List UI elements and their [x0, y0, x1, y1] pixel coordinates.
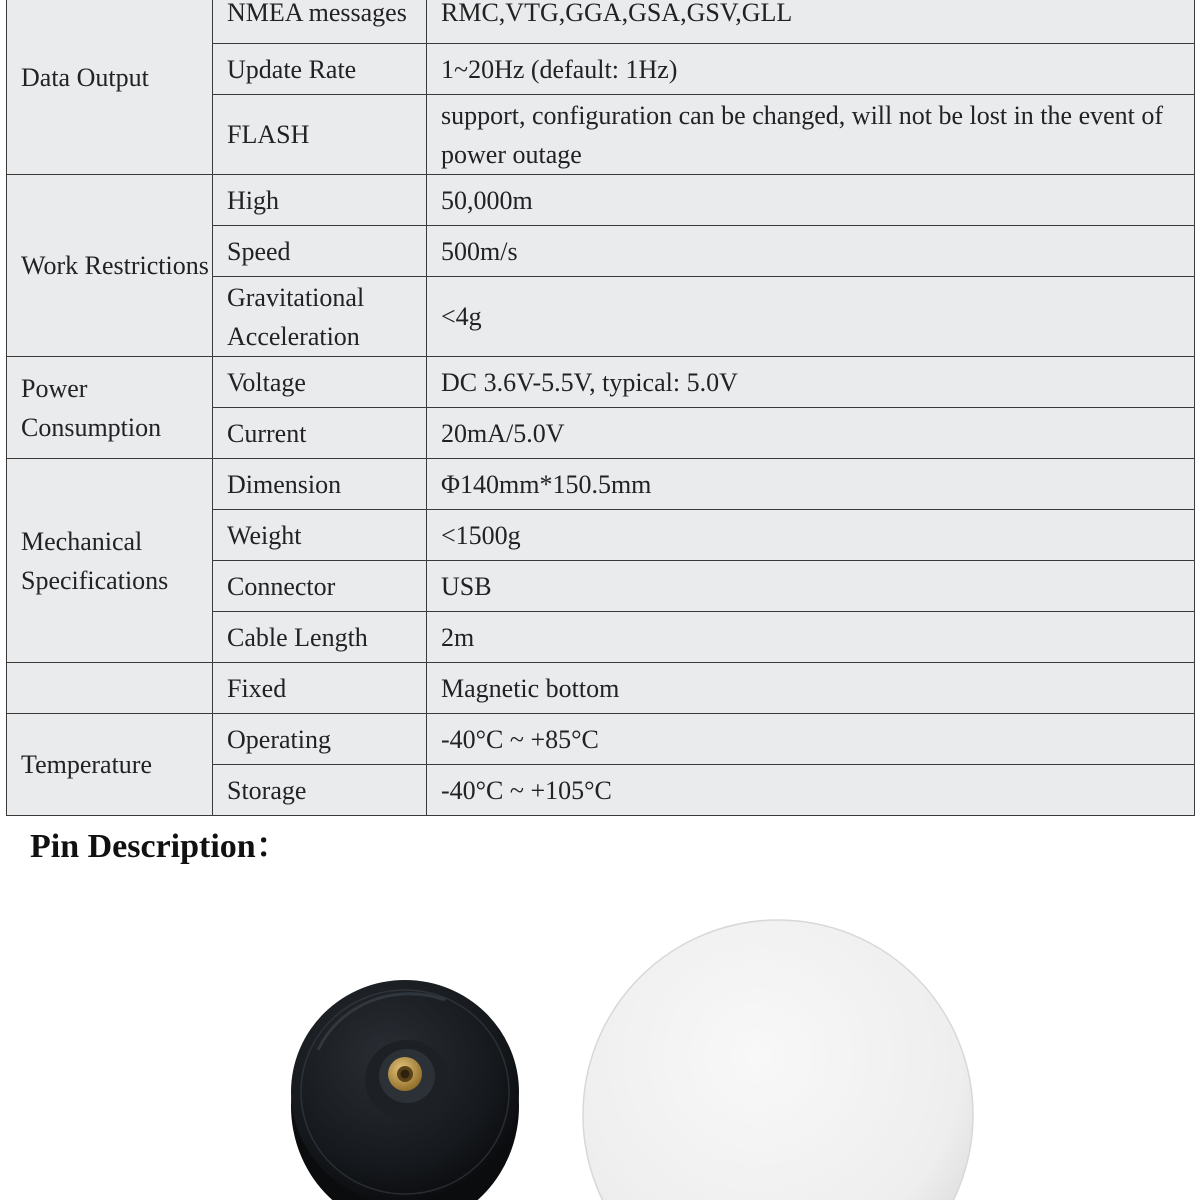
- spec-value-cell: support, configuration can be changed, will not be lost in the event of power outage: [427, 95, 1195, 175]
- spec-group-cell: [7, 663, 213, 714]
- spec-value-cell: DC 3.6V-5.5V, typical: 5.0V: [427, 357, 1195, 408]
- spec-param-cell: Speed: [213, 226, 427, 277]
- spec-param-cell: Fixed: [213, 663, 427, 714]
- spec-value-cell: -40°C ~ +85°C: [427, 714, 1195, 765]
- spec-group-cell: Data Output: [7, 0, 213, 175]
- spec-param-cell: Operating: [213, 714, 427, 765]
- spec-group-cell: Mechanical Specifications: [7, 459, 213, 663]
- spec-row: [7, 0, 1195, 44]
- spec-value-cell: Φ140mm*150.5mm: [427, 459, 1195, 510]
- spec-value-cell: Magnetic bottom: [427, 663, 1195, 714]
- spec-row: [7, 175, 1195, 226]
- pin-description-heading: Pin Description：: [30, 828, 290, 865]
- spec-table: [6, 0, 1195, 816]
- spec-param-cell: Update Rate: [213, 44, 427, 95]
- spec-value-cell: 2m: [427, 612, 1195, 663]
- spec-param-cell: Voltage: [213, 357, 427, 408]
- spec-param-cell: Dimension: [213, 459, 427, 510]
- spec-param-cell: FLASH: [213, 95, 427, 175]
- spec-value-cell: 500m/s: [427, 226, 1195, 277]
- spec-group-cell: Temperature: [7, 714, 213, 816]
- spec-row: [7, 663, 1195, 714]
- spec-value-cell: RMC,VTG,GGA,GSA,GSV,GLL: [427, 0, 1195, 44]
- spec-group-cell: Work Restrictions: [7, 175, 213, 357]
- spec-value-cell: <4g: [427, 277, 1195, 357]
- spec-param-cell: Gravitational Acceleration: [213, 277, 427, 357]
- spec-row: [7, 459, 1195, 510]
- magnetic-base-image: [291, 980, 519, 1200]
- spec-value-cell: 1~20Hz (default: 1Hz): [427, 44, 1195, 95]
- spec-param-cell: NMEA messages: [213, 0, 427, 44]
- spec-param-cell: Current: [213, 408, 427, 459]
- antenna-dome-image: [583, 920, 973, 1200]
- spec-value-cell: -40°C ~ +105°C: [427, 765, 1195, 816]
- spec-group-cell: Power Consumption: [7, 357, 213, 459]
- spec-value-cell: USB: [427, 561, 1195, 612]
- spec-param-cell: High: [213, 175, 427, 226]
- product-photos: [0, 880, 1200, 1200]
- spec-row: [7, 357, 1195, 408]
- spec-table-body: [7, 0, 1195, 816]
- spec-param-cell: Cable Length: [213, 612, 427, 663]
- spec-param-cell: Connector: [213, 561, 427, 612]
- spec-value-cell: 50,000m: [427, 175, 1195, 226]
- spec-param-cell: Weight: [213, 510, 427, 561]
- spec-value-cell: 20mA/5.0V: [427, 408, 1195, 459]
- spec-param-cell: Storage: [213, 765, 427, 816]
- spec-value-cell: <1500g: [427, 510, 1195, 561]
- spec-row: [7, 714, 1195, 765]
